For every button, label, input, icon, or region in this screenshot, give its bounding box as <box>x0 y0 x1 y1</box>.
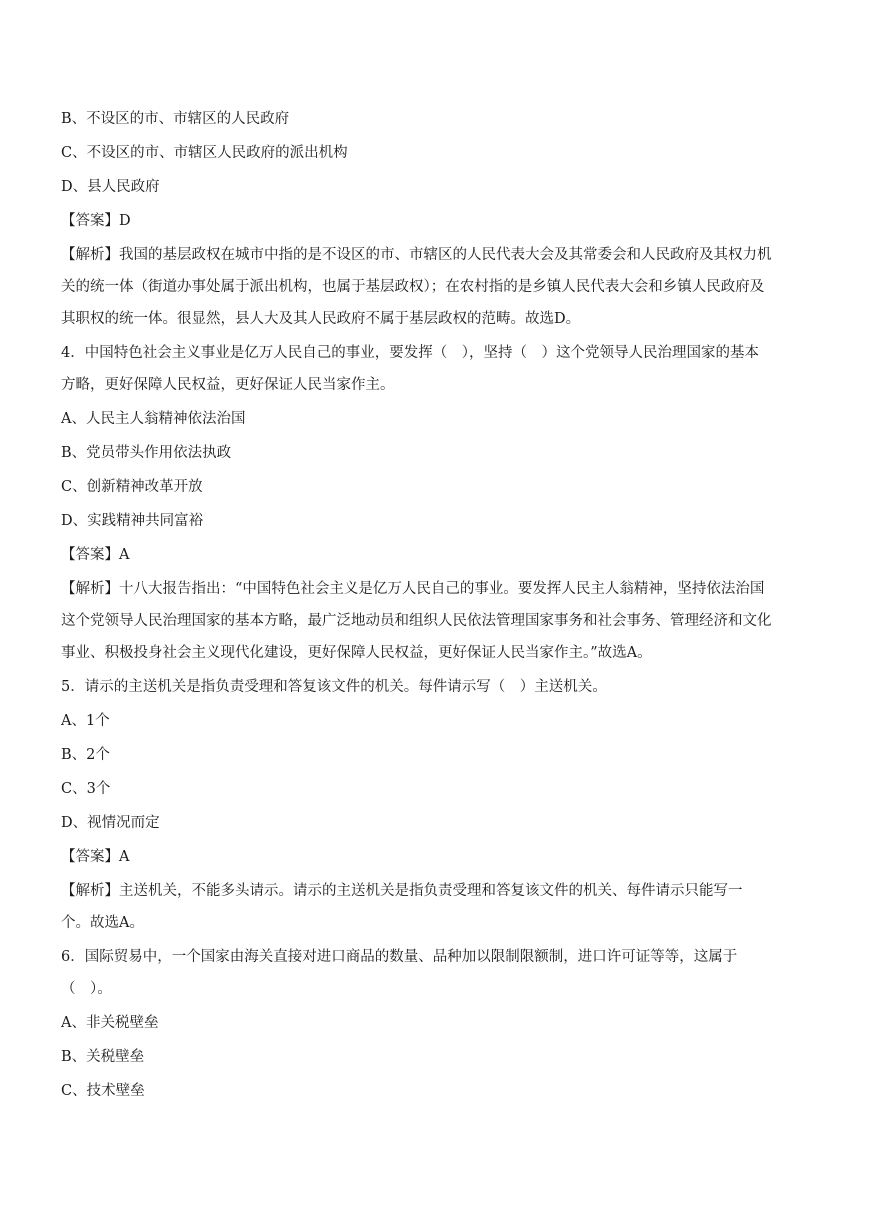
q4-explanation-line-2: 这个党领导人民治理国家的基本方略，最广泛地动员和组织人民依法管理国家事务和社会事务、管理经济和文化 <box>61 613 772 629</box>
q6-stem-line-2: （ ）。 <box>61 981 112 997</box>
q4-option-a: A、人民主人翁精神依法治国 <box>61 411 246 427</box>
q5-answer: 【答案】A <box>61 849 130 865</box>
q3-option-b: B、不设区的市、市辖区的人民政府 <box>61 111 290 127</box>
q6-option-a: A、非关税壁垒 <box>61 1015 159 1031</box>
q5-option-d: D、视情况而定 <box>61 815 160 831</box>
q3-explanation-line-1: 【解析】我国的基层政权在城市中指的是不设区的市、市辖区的人民代表大会及其常委会和人民政府及其权力机 <box>61 247 772 263</box>
q3-explanation-line-2: 关的统一体（街道办事处属于派出机构，也属于基层政权）；在农村指的是乡镇人民代表大会和乡镇人民政府及 <box>61 279 765 295</box>
q4-explanation-line-1: 【解析】十八大报告指出：“中国特色社会主义是亿万人民自己的事业。要发挥人民主人翁精神，坚持依法治国 <box>61 581 765 597</box>
q4-stem-line-1: 4．中国特色社会主义事业是亿万人民自己的事业，要发挥（ ），坚持（ ）这个党领导人民治理国家的基本 <box>61 345 759 361</box>
q4-answer: 【答案】A <box>61 547 130 563</box>
q5-option-b: B、2个 <box>61 747 110 763</box>
q5-explanation-line-1: 【解析】主送机关，不能多头请示。请示的主送机关是指负责受理和答复该文件的机关、每件请示只能写一 <box>61 883 743 899</box>
q5-option-a: A、1个 <box>61 713 110 729</box>
q4-explanation-line-3: 事业、积极投身社会主义现代化建设，更好保障人民权益，更好保证人民当家作主。”故选A。 <box>61 645 652 661</box>
q5-option-c: C、3个 <box>61 781 111 797</box>
q5-stem: 5．请示的主送机关是指负责受理和答复该文件的机关。每件请示写（ ）主送机关。 <box>61 679 607 695</box>
q3-answer: 【答案】D <box>61 213 131 229</box>
q6-option-c: C、技术壁垒 <box>61 1083 145 1099</box>
q4-option-b: B、党员带头作用依法执政 <box>61 445 232 461</box>
q6-stem-line-1: 6．国际贸易中，一个国家由海关直接对进口商品的数量、品种加以限制限额制，进口许可证等等，这属于 <box>61 949 738 965</box>
q4-stem-line-2: 方略，更好保障人民权益，更好保证人民当家作主。 <box>61 377 395 393</box>
q4-option-d: D、实践精神共同富裕 <box>61 513 204 529</box>
q5-explanation-line-2: 个。故选A。 <box>61 915 144 931</box>
q4-option-c: C、创新精神改革开放 <box>61 479 203 495</box>
q3-option-d: D、县人民政府 <box>61 179 160 195</box>
q6-option-b: B、关税壁垒 <box>61 1049 145 1065</box>
q3-explanation-line-3: 其职权的统一体。很显然，县人大及其人民政府不属于基层政权的范畴。故选D。 <box>61 311 581 327</box>
q3-option-c: C、不设区的市、市辖区人民政府的派出机构 <box>61 145 348 161</box>
